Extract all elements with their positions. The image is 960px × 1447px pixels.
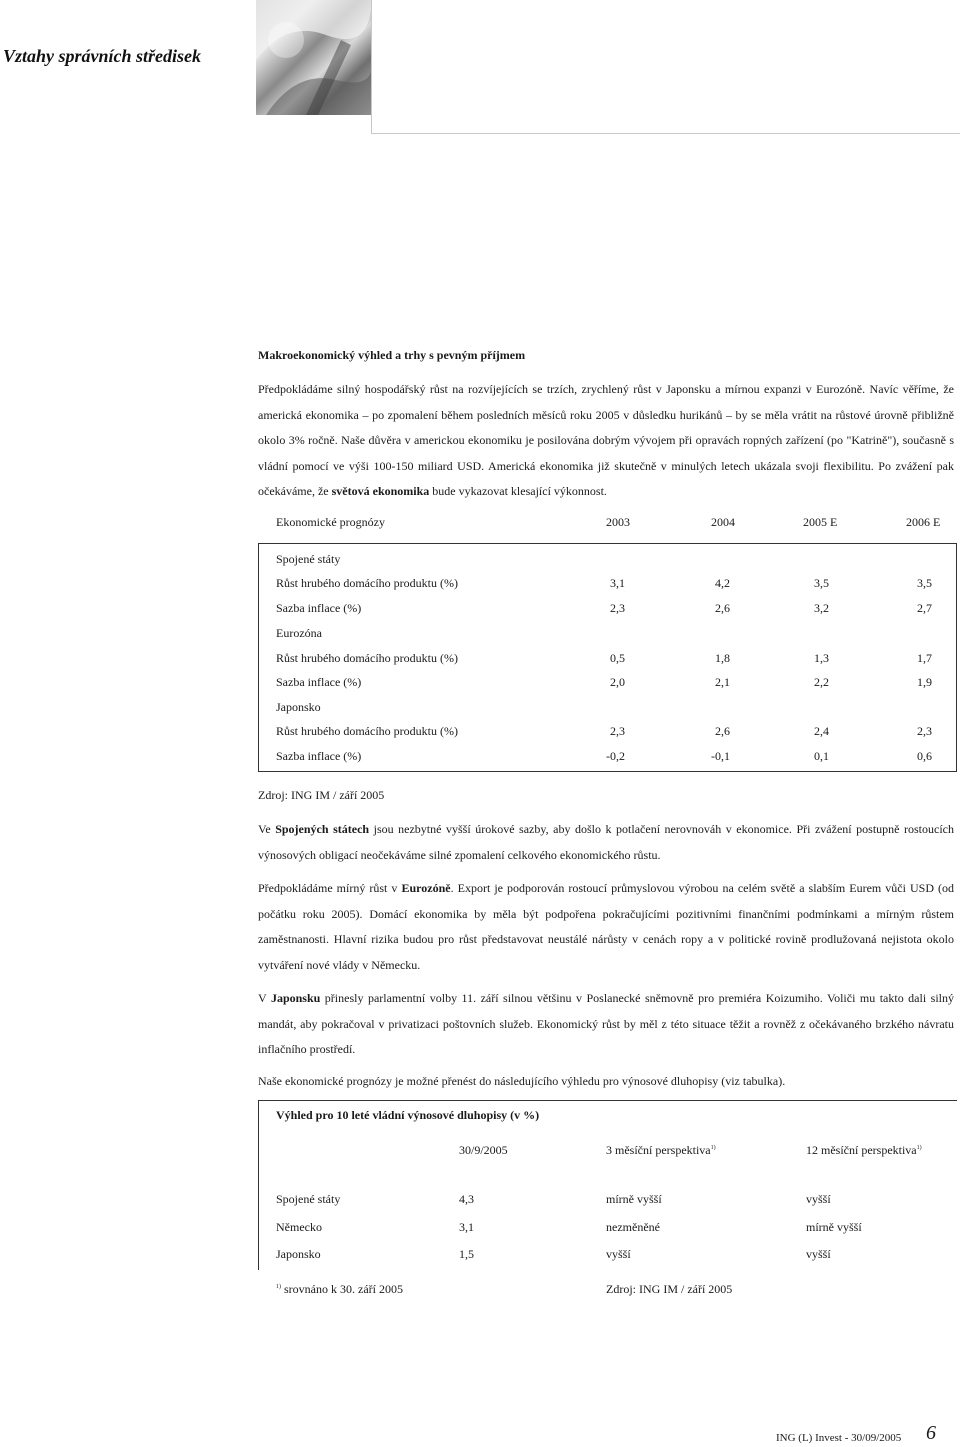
header-photo (256, 0, 371, 115)
us-paragraph: Ve Spojených státech jsou nezbytné vyšší úrokové sazby, aby došlo k potlačení nerovnováh v ekonomice. Při zvážení postupně rostoucích výnosových obligací neočekáváme silné zpomalení celkového ekonomického růstu. (258, 822, 954, 862)
forecast-title: Ekonomické prognózy (276, 515, 385, 529)
region-heading: Eurozóna (276, 626, 322, 640)
eurozone-paragraph: Předpokládáme mírný růst v Eurozóně. Export je podporován rostoucí průmyslovou výrobou na celém světě a slabším Eurem vůči USD (od počátku roku 2005). Domácí ekonomika by měla být podpořena pokračujícími pozitivními finančními podmínkami a mírným růstem zaměstnanosti. Hlavní rizika budou pro růst představovat neustálé nárůsty v cenách ropy a v politické rovině prodlužovaná nejistota okolo vytváření nové vlády v Německu. (258, 881, 955, 972)
table-row: Japonsko 1,5 vyšší vyšší (276, 1247, 831, 1261)
transfer-paragraph: Naše ekonomické prognózy je možné přenést do následujícího výhledu pro výnosové dluhopisy (viz tabulka). (258, 1074, 786, 1088)
outlook-table-frame (258, 1100, 957, 1270)
page-header-title: Vztahy správních středisek (3, 46, 202, 66)
region-heading: Spojené státy (276, 552, 341, 566)
table-row: Růst hrubého domácího produktu (%) 3,1 4,2 3,5 3,5 (276, 576, 932, 590)
header-frame (371, 0, 960, 134)
table-row: Spojené státy 4,3 mírně vyšší vyšší (276, 1192, 831, 1206)
footer-text: ING (L) Invest - 30/09/2005 (776, 1432, 902, 1444)
table-row: Růst hrubého domácího produktu (%) 0,5 1,8 1,3 1,7 (276, 651, 932, 665)
year-col: 2005 E (803, 515, 838, 529)
forecast-source: Zdroj: ING IM / září 2005 (258, 788, 385, 802)
japan-paragraph: V Japonsku přinesly parlamentní volby 11. září silnou většinu v Poslanecké sněmovně pro premiéra Koizumiho. Voliči mu takto dali silný mandát, aby pokračoval v privatizaci poštovních služeb. Ekonomický růst by měl z této situace těžit a rovněž z očekávaného brzkého návratu inflačního prostředí. (258, 991, 954, 1056)
table-row: Sazba inflace (%) -0,2 -0,1 0,1 0,6 (276, 749, 932, 763)
table-row: Sazba inflace (%) 2,3 2,6 3,2 2,7 (276, 601, 932, 615)
outlook-source: Zdroj: ING IM / září 2005 (606, 1282, 733, 1296)
region-heading: Japonsko (276, 700, 321, 714)
table-row: Sazba inflace (%) 2,0 2,1 2,2 1,9 (276, 675, 932, 689)
forecast-header-row (276, 515, 946, 535)
outlook-header-row: 30/9/2005 3 měsíční perspektiva$^{1)}$ 12 měsíční perspektiva$^{1)}$ (459, 1143, 922, 1157)
outlook-title: Výhled pro 10 leté vládní výnosové dluhopisy (v %) (276, 1108, 540, 1122)
section-title: Makroekonomický výhled a trhy s pevným příjmem (258, 348, 526, 362)
table-row: Německo 3,1 nezměněné mírně vyšší (276, 1220, 862, 1234)
page-number: 6 (926, 1422, 936, 1444)
intro-paragraph: Předpokládáme silný hospodářský růst na rozvíjejících se trzích, zrychlený růst v Japonsku a mírnou expanzi v Eurozóně. Navíc věříme, že americká ekonomika – po zpomalení během posledních měsíců roku 2005 v důsledku hurikánů – by se měla vrátit na růstové úrovně přibližně okolo 3% ročně. Naše důvěra v americkou ekonomiku je posilována dobrým vývojem při opravách ropných zařízení (po "Katrině"), současně s vládní pomocí ve výši 100-150 miliard USD. Americká ekonomika již skutečně v minulých letech ukázala svoji flexibilitu. Po zvážení pak očekáváme, že světová ekonomika bude vykazovat klesající výkonnost. (258, 382, 954, 498)
year-col: 2004 (711, 515, 735, 529)
table-row: Růst hrubého domácího produktu (%) 2,3 2,6 2,4 2,3 (276, 724, 932, 738)
year-col: 2003 (606, 515, 630, 529)
outlook-footnote: $^{1)}$ srovnáno k 30. září 2005 (276, 1282, 403, 1296)
year-col: 2006 E (906, 515, 941, 529)
